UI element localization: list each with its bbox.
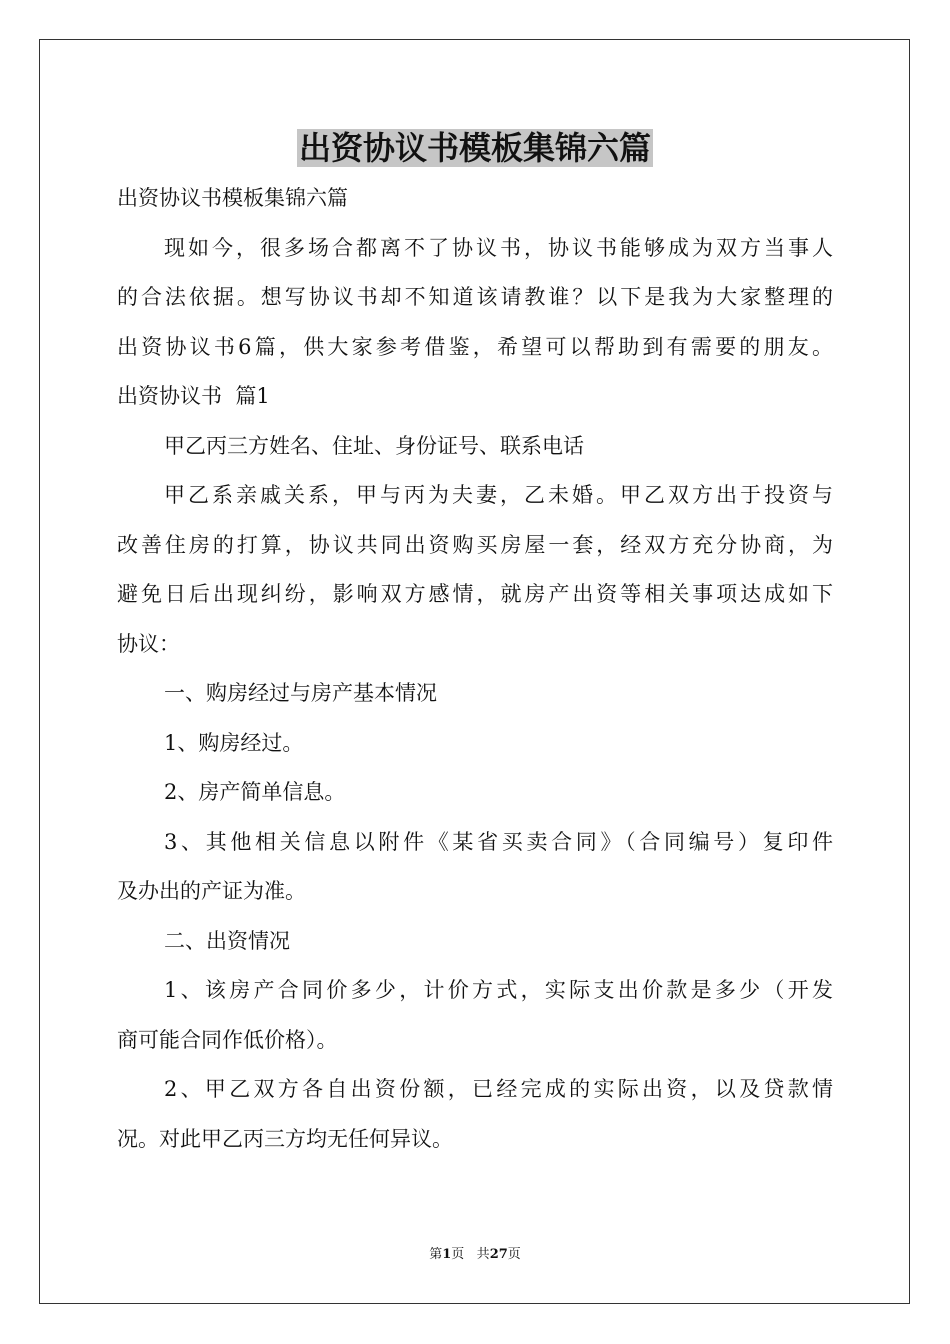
document-body [117,174,833,1164]
clause-item: 商可能合同作低价格）。 [117,1027,338,1052]
total-pages-number: 27 [489,1247,508,1262]
section-heading: 出资协议书 篇1 [117,384,270,408]
clause-heading: 二、出资情况 [164,928,290,953]
total-suffix: 页 [507,1247,521,1262]
subtitle-line: 出资协议书模板集锦六篇 [117,186,348,210]
clause-heading: 一、购房经过与房产基本情况 [164,681,437,705]
clause-item: 及办出的产证为准。 [117,879,306,903]
paragraph-line: 甲乙系亲戚关系，甲与丙为夫妻，乙未婚。甲乙双方出于投资与 [164,483,833,507]
paragraph-line: 出资协议书6篇，供大家参考借鉴，希望可以帮助到有需要的朋友。 [117,334,833,359]
paragraph-line: 甲乙丙三方姓名、住址、身份证号、联系电话 [164,433,584,458]
page-footer [0,1245,950,1265]
document-title [0,124,950,172]
current-page-number: 1 [442,1247,452,1262]
paragraph-line: 的合法依据。想写协议书却不知道该请教谁？以下是我为大家整理的 [117,285,833,309]
paragraph-line: 避免日后出现纠纷，影响双方感情，就房产出资等相关事项达成如下 [117,582,833,606]
clause-item: 3、其他相关信息以附件《某省买卖合同》（合同编号）复印件 [164,829,833,854]
clause-item: 2、甲乙双方各自出资份额，已经完成的实际出资，以及贷款情 [164,1077,833,1101]
clause-item: 况。对此甲乙丙三方均无任何异议。 [117,1126,453,1151]
document-title-text: 出资协议书模板集锦六篇 [298,129,651,167]
page-suffix: 页 [451,1247,465,1262]
paragraph-line: 协议： [117,631,180,656]
paragraph-line: 现如今，很多场合都离不了协议书，协议书能够成为双方当事人 [164,235,833,260]
total-prefix: 共 [476,1247,490,1262]
page-prefix: 第 [429,1247,443,1262]
paragraph-line: 改善住房的打算，协议共同出资购买房屋一套，经双方充分协商，为 [117,532,833,557]
clause-item: 2、房产简单信息。 [164,780,346,804]
clause-item: 1、该房产合同价多少，计价方式，实际支出价款是多少（开发 [164,978,833,1002]
clause-item: 1、购房经过。 [164,730,304,755]
